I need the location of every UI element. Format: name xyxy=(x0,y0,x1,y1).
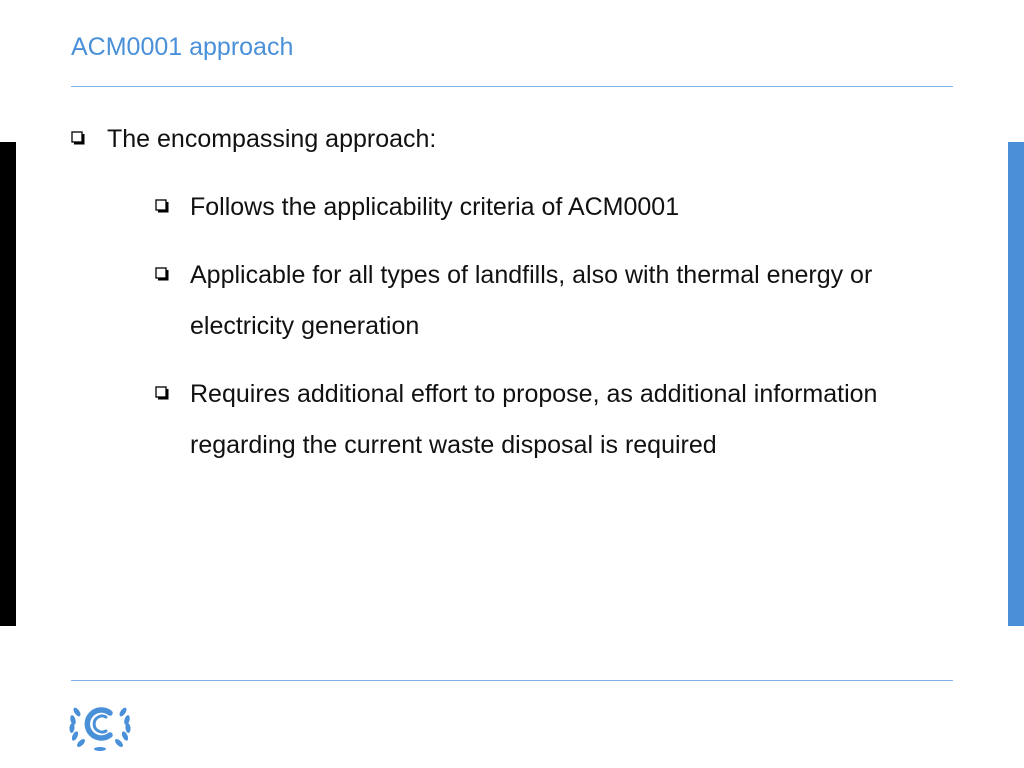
bullet-text: The encompassing approach: xyxy=(107,125,437,153)
footer-divider xyxy=(71,680,953,681)
right-accent-bar xyxy=(1008,142,1024,626)
bullet-text: Follows the applicability criteria of ACM0001 xyxy=(190,193,680,221)
title-divider xyxy=(71,86,953,87)
unfccc-logo-icon xyxy=(66,696,134,752)
checkbox-bullet-icon xyxy=(71,131,85,145)
bullet-text: Applicable for all types of landfills, also with thermal energy or electricity generation xyxy=(190,261,873,340)
left-accent-bar xyxy=(0,142,16,626)
bullet-text: Requires additional effort to propose, as additional information regarding the current waste disposal is required xyxy=(190,380,878,459)
checkbox-bullet-icon xyxy=(155,199,169,213)
slide-title: ACM0001 approach xyxy=(71,33,294,61)
checkbox-bullet-icon xyxy=(155,386,169,400)
checkbox-bullet-icon xyxy=(155,267,169,281)
